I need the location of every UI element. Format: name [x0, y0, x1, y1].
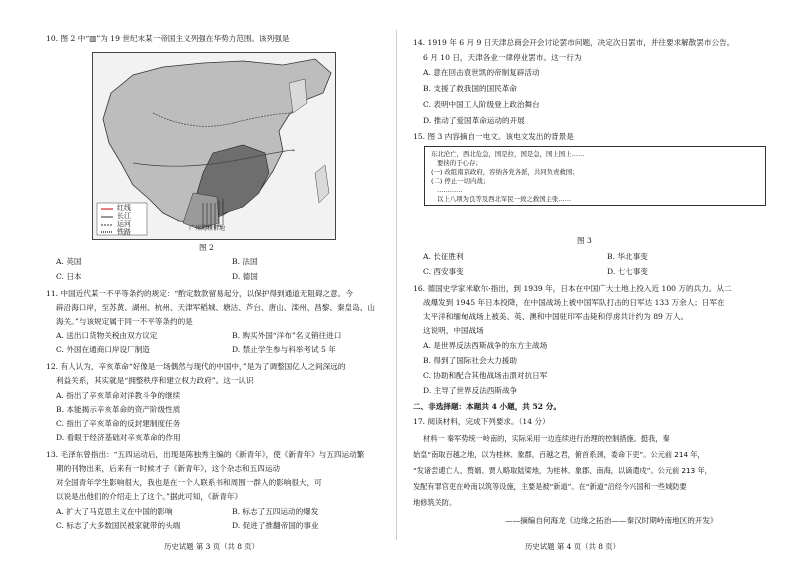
- q17-material-line-4: 发配有罪官吏在岭南以筑等设施，主要是被“新道”。在“新道”沿经今兴国和一些城防要: [413, 482, 687, 491]
- q15-option-a: A. 长征胜利: [423, 252, 464, 261]
- q11-line-1: 11. 中国近代某一不平等条约的规定：“酌定数款留易起分，以保护得到通道无阻碍之意。今: [46, 289, 353, 298]
- figure-3-line-3: (一) 改组南京政府，容纳各党各派，共同负责救国；: [431, 168, 579, 176]
- q13-option-b: B. 标志了五四运动的爆发: [232, 507, 319, 516]
- map-label-guangzhouwan: 广州湾租借地: [189, 225, 226, 232]
- q13-option-d: D. 促进了推翻帝国的事业: [232, 521, 319, 530]
- q17-source: ——摘编自何海龙《边缘之拓治——秦汉时期岭南地区的开发》: [505, 516, 718, 525]
- left-page-footer: 历史试题 第 3 页（共 8 页）: [164, 542, 260, 551]
- figure-3-caption: 图 3: [577, 236, 592, 245]
- q12-option-b: B. 本能揭示辛亥革命的资产阶级性质: [56, 405, 181, 414]
- q13-option-c: C. 标志了大多数国民被家就带的头端: [56, 521, 181, 530]
- q17-material-line-1: 材料一 秦军势统一岭南的，实际采用一边连续进行治理的控制措施。挺我，秦: [423, 434, 670, 443]
- q16-line-1: 16. 德国史学家米歇尔·指出，到 1939 年，日本在中国广大土地上投入近 100 万的兵力。从二: [413, 284, 732, 293]
- q10-option-a: A. 英国: [56, 257, 82, 266]
- q13-line-1: 13. 毛泽东曾指出：“五四运动后，出现是陈独秀主编的《新青年》，使《新青年》与五四运动繁: [46, 450, 365, 459]
- q13-line-3: 对全国青年学生影响很大，我也是在一个人联系书和周围一群人的影响很大，可: [56, 478, 322, 487]
- legend-item-3: 运河: [117, 220, 131, 228]
- figure-2-map: [92, 52, 336, 240]
- q16-option-a: A. 是世界反法西斯战争的东方主战场: [423, 341, 548, 350]
- q13-option-a: A. 扩大了马克思主义在中国的影响: [56, 507, 173, 516]
- figure-3-line-1: 东北沦亡，西北危急，国是拉，国是急，国上国上……: [431, 150, 585, 158]
- q14-option-c: C. 表明中国工人阶级登上政治舞台: [423, 100, 540, 109]
- q14-option-b: B. 支援了救我国的国民革命: [423, 84, 517, 93]
- q14-option-a: A. 意在回击袁世凯的帝制复辟活动: [423, 68, 540, 77]
- q10-option-b: B. 法国: [232, 257, 258, 266]
- right-page-footer: 历史试题 第 4 页（共 8 页）: [525, 542, 621, 551]
- q17-material-line-2: 始皇“南取百越之地，以为桂林、象郡，百越之君，俯首系颈，委命下吏”。公元前 214 年，: [413, 450, 705, 459]
- q15-option-d: D. 七七事变: [607, 267, 649, 276]
- right-page: [397, 0, 794, 561]
- figure-3-line-6: 以上八项为良等及西北军民一致之救国主张……: [437, 195, 572, 203]
- section-2-heading: 二、非选择题：本题共 4 小题，共 52 分。: [413, 402, 561, 411]
- q17-material-line-3: “发诸尝逋亡人、赘婿、贾人略取陆梁地，为桂林、象郡、南海，以谪遣戍”。公元前 213 年，: [413, 466, 712, 475]
- q16-line-2: 战爆发到 1945 年日本投降，在中国战场上被中国军队打击的日军达 133 万余人；日军在: [423, 298, 725, 307]
- q11-line-2: 辟沿海口岸，至苏黄、湖州、杭州、天津军稻城、塘沽、芦台、唐山、滦州、昌黎、秦皇岛、山: [56, 303, 375, 312]
- figure-2-caption: 图 2: [199, 243, 214, 252]
- q11-option-c: C. 外国在通商口岸设厂制造: [56, 345, 150, 354]
- q12-option-d: D. 看眼于经济基础对辛亥革命的作用: [56, 433, 181, 442]
- q13-line-2: 期的刊物出来，后来有一时候才子《新青年》，这个杂志和五四运动: [56, 464, 281, 473]
- q12-option-c: C. 指出了辛亥革命的反封建制度任务: [56, 419, 181, 428]
- q11-option-d: D. 禁止学生参与科举考试 5 年: [232, 345, 336, 354]
- q14-line-1: 14. 1919 年 6 月 9 日天津总商会开会讨论罢市问题，决定次日罢市，并往要求解散罢市公告。: [413, 38, 735, 47]
- q16-option-b: B. 得到了国际社会大力援助: [423, 356, 517, 365]
- q16-line-4: 这说明，中国战场: [423, 326, 484, 335]
- q17-material-line-5: 地修筑关防。: [413, 498, 457, 507]
- q11-option-a: A. 送出口货物关税由双方议定: [56, 331, 158, 340]
- figure-3-box: [424, 146, 766, 206]
- q16-option-c: C. 协助和配合其他战场击溃对抗日军: [423, 371, 548, 380]
- q10-option-d: D. 德国: [232, 272, 258, 281]
- q16-option-d: D. 主导了世界反法西斯战争: [423, 386, 518, 395]
- q11-option-b: B. 购买外国“洋布”名义销往进口: [232, 331, 342, 340]
- q15-option-c: C. 西安事变: [423, 267, 464, 276]
- q10-option-c: C. 日本: [56, 272, 82, 281]
- figure-3-line-4: (二) 停止一切内战；: [431, 177, 490, 185]
- q17-stem: 17. 阅读材料，完成下列要求。（14 分）: [413, 417, 550, 426]
- q12-line-1: 12. 有人认为，辛亥革命“好像是一场偶然与现代的中国中，”是为了调整国亿人之间深远的: [46, 362, 346, 371]
- q10-stem: 10. 图 2 中“▥”为 19 世纪末某一帝国主义列强在华势力范围。该列强是: [46, 34, 290, 43]
- legend-item-1: 红线: [117, 204, 131, 212]
- q14-line-2: 6 月 10 日，天津各业一律停业罢市。这一行为: [423, 53, 582, 62]
- q14-option-d: D. 推动了爱国革命运动的开展: [423, 116, 525, 125]
- q15-option-b: B. 华北事变: [607, 252, 648, 261]
- q12-line-2: 利益关系，其实就是“拥整秩序和建立权力政府”。这一认识: [56, 376, 254, 385]
- q12-option-a: A. 指出了辛亥革命对洋教斗争的继续: [56, 391, 181, 400]
- q15-stem: 15. 图 3 内容摘自一电文。该电文发出的背景是: [413, 132, 574, 141]
- figure-3-line-5: …………: [437, 186, 463, 194]
- legend-item-4: 铁路: [117, 228, 131, 236]
- q11-line-3: 海关。”与该规定属于同一不平等条约的是: [56, 317, 193, 326]
- q16-line-3: 太平洋和缅甸战场上被美、英、澳和中国驻印军击毙和俘虏共计约为 89 万人。: [423, 312, 689, 321]
- q13-line-4: 以说是出他们的介绍走上了这个。”据此可知，《新青年》: [56, 492, 243, 501]
- legend-item-2: 长江: [117, 212, 131, 220]
- figure-3-line-2: 要挟的于心存；: [437, 159, 482, 167]
